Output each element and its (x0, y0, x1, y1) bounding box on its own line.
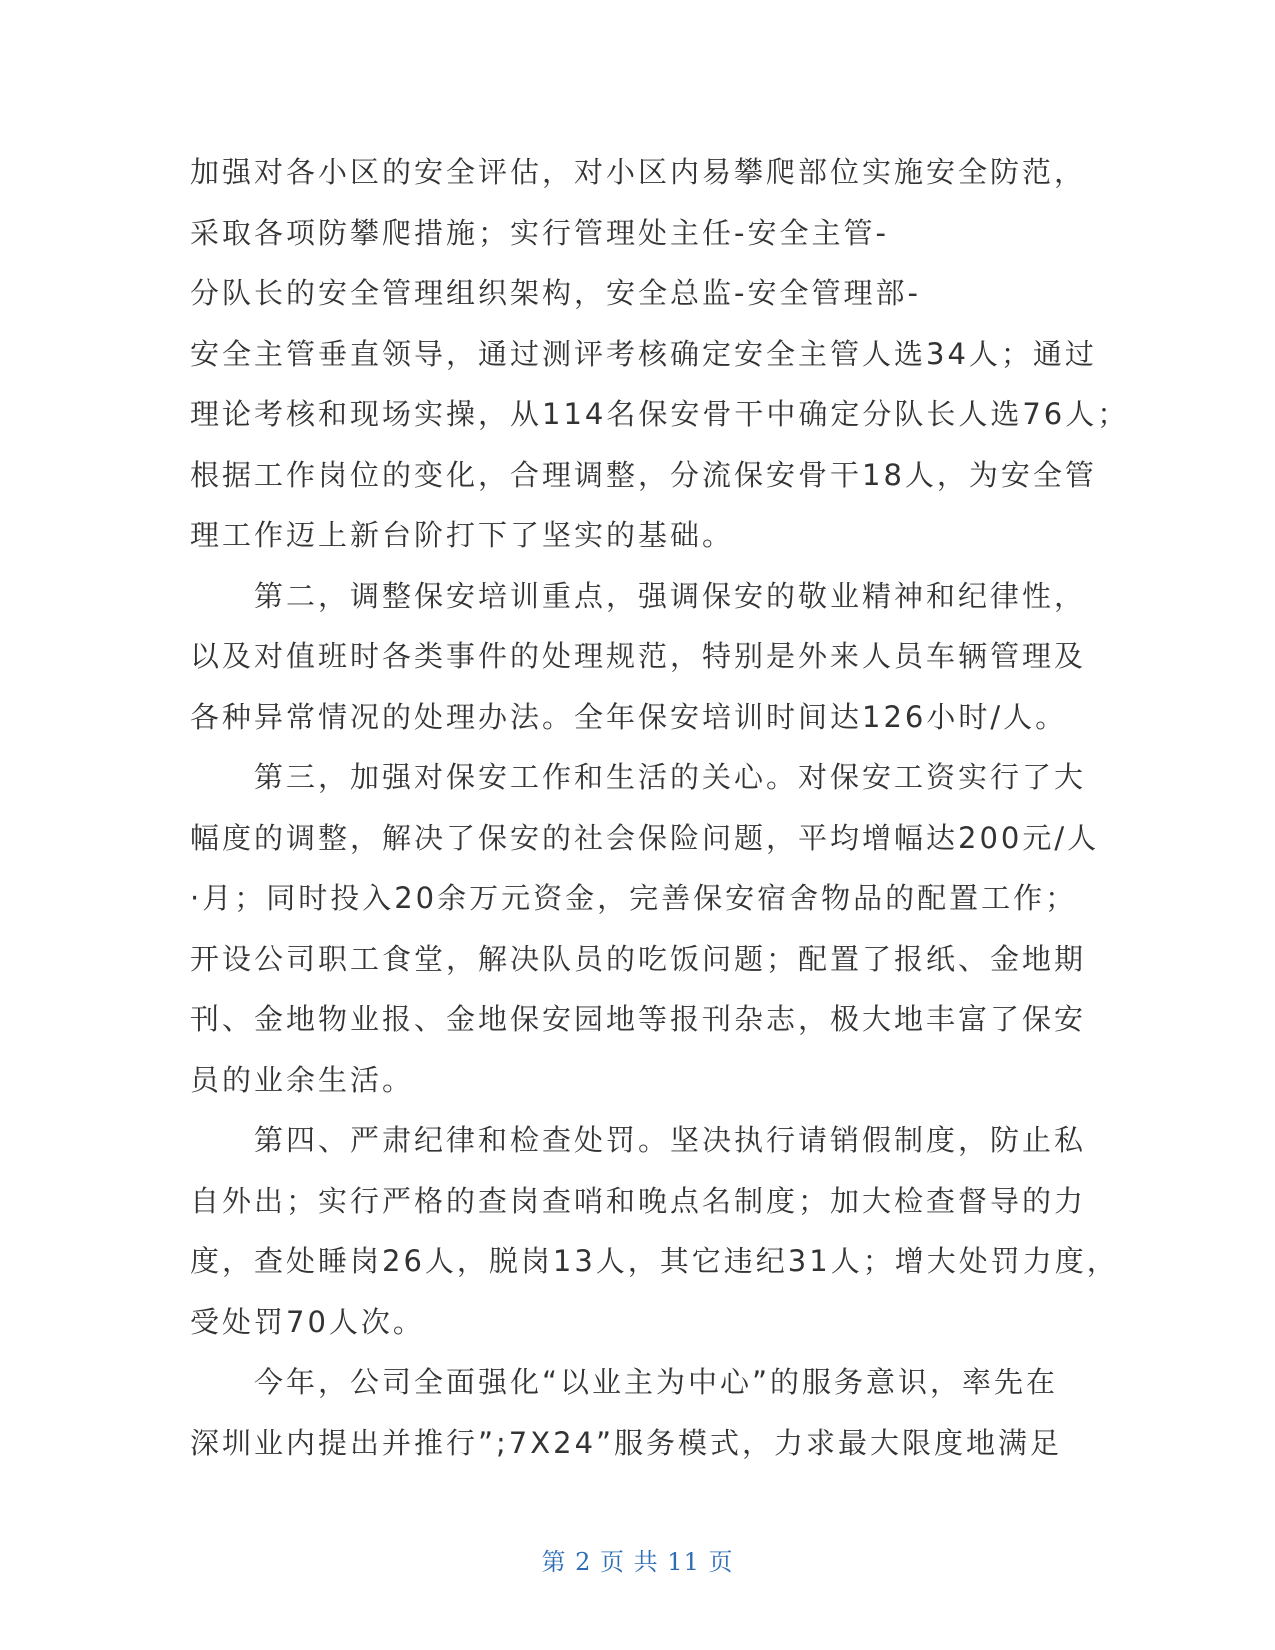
text-line: 第四、严肃纪律和检查处罚。坚决执行请销假制度，防止私 (190, 1123, 1087, 1157)
text-line: 第三，加强对保安工作和生活的关心。对保安工资实行了大 (190, 760, 1087, 794)
text-line: 深圳业内提出并推行”;7X24”服务模式，力求最大限度地满足 (190, 1425, 1063, 1460)
text-line: 加强对各小区的安全评估，对小区内易攀爬部位实施安全防范， (190, 155, 1087, 189)
text-line: 今年，公司全面强化“以业主为中心”的服务意识，率先在 (190, 1365, 1059, 1399)
text-line: 安全主管垂直领导，通过测评考核确定安全主管人选34人；通过 (190, 336, 1097, 371)
text-line: 度，查处睡岗26人，脱岗13人，其它违纪31人；增大处罚力度， (190, 1244, 1119, 1278)
text-line: 分队长的安全管理组织架构，安全总监-安全管理部- (190, 276, 921, 310)
text-line: 受处罚70人次。 (190, 1304, 425, 1339)
text-line: 以及对值班时各类事件的处理规范，特别是外来人员车辆管理及 (190, 639, 1087, 673)
text-line: 开设公司职工食堂，解决队员的吃饭问题；配置了报纸、金地期 (190, 941, 1087, 976)
text-line: ·月；同时投入20余万元资金，完善保安宿舍物品的配置工作； (190, 881, 1078, 915)
page-number-footer: 第 2 页 共 11 页 (541, 1548, 734, 1576)
text-line: 刊、金地物业报、金地保安园地等报刊杂志，极大地丰富了保安 (190, 1002, 1087, 1036)
text-line: 理工作迈上新台阶打下了坚实的基础。 (190, 518, 735, 552)
text-line: 采取各项防攀爬措施；实行管理处主任-安全主管- (190, 215, 889, 250)
document-body (190, 142, 1130, 1473)
text-line: 第二，调整保安培训重点，强调保安的敬业精神和纪律性， (190, 578, 1087, 613)
text-line: 自外出；实行严格的查岗查哨和晚点名制度；加大检查督导的力 (190, 1183, 1087, 1218)
text-line: 员的业余生活。 (190, 1062, 415, 1097)
text-line: 幅度的调整，解决了保安的社会保险问题，平均增幅达200元/人 (190, 820, 1100, 855)
text-line: 各种异常情况的处理办法。全年保安培训时间达126小时/人。 (190, 699, 1068, 734)
text-line: 理论考核和现场实操，从114名保安骨干中确定分队长人选76人； (190, 397, 1130, 431)
text-line: 根据工作岗位的变化，合理调整，分流保安骨干18人，为安全管 (190, 457, 1097, 492)
